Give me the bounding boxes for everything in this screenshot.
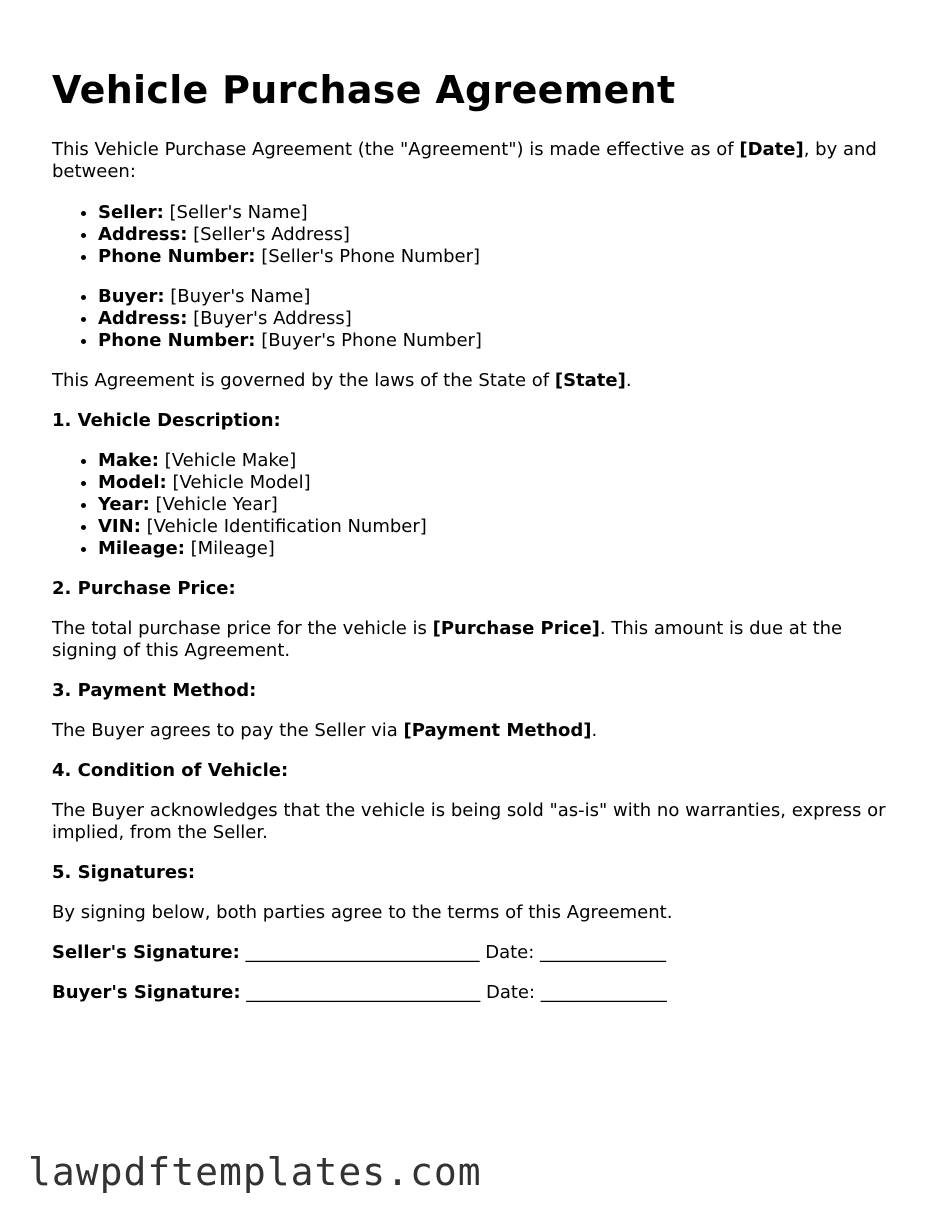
section-heading-condition: 4. Condition of Vehicle:: [52, 760, 289, 781]
buyer-list: [52, 286, 892, 352]
purchase-price-paragraph: [52, 618, 892, 662]
section-heading-purchase-price: 2. Purchase Price:: [52, 578, 236, 599]
list-item: [98, 308, 892, 330]
seller-name: [Seller's Name]: [163, 202, 308, 223]
payment-method: [Payment Method]: [403, 720, 592, 741]
list-item: [98, 202, 892, 224]
governing-state: [State]: [554, 370, 626, 391]
list-item: [98, 286, 892, 308]
intro-text-end: , by and between:: [52, 139, 877, 182]
buyer-label: Buyer:: [98, 286, 165, 307]
seller-address-label: Address:: [98, 224, 188, 245]
seller-phone-label: Phone Number:: [98, 246, 256, 267]
vin-value: [Vehicle Identification Number]: [140, 516, 427, 537]
mileage-value: [Mileage]: [184, 538, 275, 559]
seller-signature-line: [52, 942, 892, 964]
make-value: [Vehicle Make]: [158, 450, 297, 471]
section-heading-signatures: 5. Signatures:: [52, 862, 196, 883]
list-item: [98, 516, 892, 538]
list-item: [98, 538, 892, 560]
signatures-paragraph: By signing below, both parties agree to the terms of this Agreement.: [52, 902, 673, 923]
buyer-signature-blank: __________________________ Date: ______________: [240, 982, 667, 1003]
seller-list: [52, 202, 892, 268]
vin-label: VIN:: [98, 516, 141, 537]
watermark: lawpdftemplates.com: [28, 1150, 482, 1194]
model-value: [Vehicle Model]: [166, 472, 311, 493]
list-item: [98, 450, 892, 472]
document-page: [52, 0, 892, 1004]
effective-date: [Date]: [739, 139, 804, 160]
buyer-phone: [Buyer's Phone Number]: [255, 330, 482, 351]
buyer-signature-line: [52, 982, 892, 1004]
seller-signature-label: Seller's Signature:: [52, 942, 240, 963]
model-label: Model:: [98, 472, 167, 493]
seller-phone: [Seller's Phone Number]: [255, 246, 481, 267]
seller-label: Seller:: [98, 202, 164, 223]
condition-paragraph: The Buyer acknowledges that the vehicle is being sold "as-is" with no warranties, express or implied, from the Seller.: [52, 800, 886, 843]
list-item: [98, 472, 892, 494]
governing-law-paragraph: [52, 370, 892, 392]
section-heading-vehicle-description: 1. Vehicle Description:: [52, 410, 281, 431]
list-item: [98, 494, 892, 516]
year-label: Year:: [98, 494, 150, 515]
price-text-end: . This amount is due at the signing of this Agreement.: [52, 618, 843, 661]
governing-text: This Agreement is governed by the laws of the State of: [52, 370, 555, 391]
seller-signature-blank: __________________________ Date: ______________: [239, 942, 667, 963]
buyer-name: [Buyer's Name]: [164, 286, 311, 307]
buyer-address: [Buyer's Address]: [187, 308, 352, 329]
buyer-signature-label: Buyer's Signature:: [52, 982, 241, 1003]
year-value: [Vehicle Year]: [149, 494, 278, 515]
seller-address: [Seller's Address]: [187, 224, 350, 245]
make-label: Make:: [98, 450, 159, 471]
payment-text-end: .: [591, 720, 598, 741]
intro-text: This Vehicle Purchase Agreement (the "Agreement") is made effective as of: [52, 139, 740, 160]
list-item: [98, 224, 892, 246]
mileage-label: Mileage:: [98, 538, 185, 559]
governing-text-end: .: [625, 370, 632, 391]
purchase-price: [Purchase Price]: [432, 618, 600, 639]
buyer-address-label: Address:: [98, 308, 188, 329]
section-heading-payment-method: 3. Payment Method:: [52, 680, 257, 701]
document-title: Vehicle Purchase Agreement: [52, 68, 676, 112]
list-item: [98, 330, 892, 352]
price-text: The total purchase price for the vehicle is: [52, 618, 433, 639]
buyer-phone-label: Phone Number:: [98, 330, 256, 351]
intro-paragraph: [52, 139, 892, 183]
vehicle-list: [52, 450, 892, 560]
list-item: [98, 246, 892, 268]
payment-text: The Buyer agrees to pay the Seller via: [52, 720, 404, 741]
payment-method-paragraph: [52, 720, 892, 742]
